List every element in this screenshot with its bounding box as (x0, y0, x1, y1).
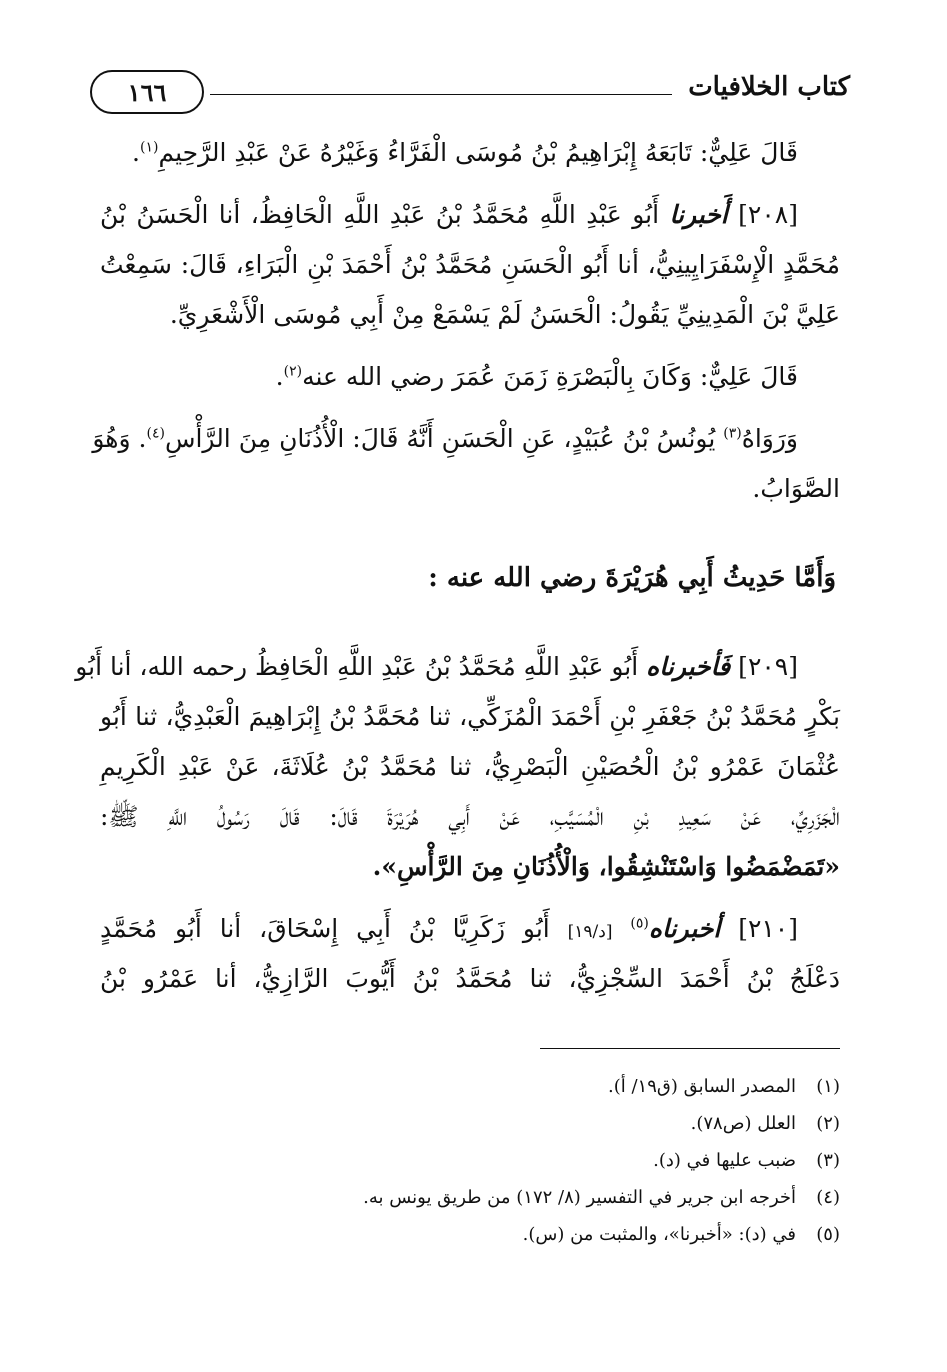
chain-keyword: أخبرناه (648, 914, 721, 943)
footnote-ref: (٣) (723, 425, 742, 442)
footnotes (100, 1068, 840, 1253)
footnote: (٤)أخرجه ابن جرير في التفسير (٨/ ١٧٢) من طريق يونس به. (363, 1187, 840, 1208)
hadith-number: [٢٠٩] (738, 652, 798, 681)
running-header (90, 70, 850, 114)
hadith-number: [٢٠٨] (738, 200, 798, 229)
text-line: قَالَ عَلِيٌّ: وَكَانَ بِالْبَصْرَةِ زَمَنَ عُمَرَ رضي الله عنه$^{(٢)}$. (275, 362, 798, 391)
footnote: (٢)العلل (ص٧٨). (690, 1113, 840, 1134)
footnote-separator (540, 1048, 840, 1049)
text-line: مُحَمَّدٍ الْإِسْفَرَايِينِيُّ، أنا أَبُو الْحَسَنِ مُحَمَّدُ بْنُ أَحْمَدَ بْنِ الْبَرَاءِ، قَالَ: سَمِعْتُ (100, 250, 840, 279)
footnote: (٣)ضبب عليها في (د). (653, 1150, 840, 1171)
footnote: (١)المصدر السابق (ق١٩/ أ). (608, 1076, 840, 1097)
text-line: بَكْرٍ مُحَمَّدُ بْنُ جَعْفَرِ بْنِ أَحْمَدَ الْمُزَكِّي، ثنا مُحَمَّدُ بْنُ إِبْرَاهِيمَ الْعَبْدِيُّ، ثنا أَبُو (100, 702, 840, 731)
text-line: دَعْلَجُ بْنُ أَحْمَدَ السِّجْزِيُّ، ثنا مُحَمَّدُ بْنُ أَيُّوبَ الرَّازِيُّ، أنا عَمْرُو بْنُ (100, 964, 840, 993)
hadith-text: «تَمَضْمَضُوا وَاسْتَنْشِقُوا، وَالْأُذُنَانِ مِنَ الرَّأْسِ». (372, 852, 840, 881)
text-line: عُثْمَانَ عَمْرُو بْنُ الْحُصَيْنِ الْبَصْرِيُّ، ثنا مُحَمَّدُ بْنُ عُلَاثَةَ، عَنْ عَبْدِ الْكَرِيمِ (100, 752, 840, 781)
hadith-208-line: [٢٠٨] أَخبرنا أَبُو عَبْدِ اللَّهِ مُحَمَّدُ بْنُ عَبْدِ اللَّهِ الْحَافِظُ، أنا الْحَسَنُ بْنُ (100, 200, 798, 229)
chain-keyword: فَأخبرناه (646, 652, 731, 681)
text-line: عَلِيَّ بْنَ الْمَدِينِيِّ يَقُولُ: الْحَسَنُ لَمْ يَسْمَعْ مِنْ أَبِي مُوسَى الْأَشْعَرِيِّ. (169, 300, 840, 329)
section-heading: وَأَمَّا حَدِيثُ أَبِي هُرَيْرَةَ رضي الله عنه : (428, 563, 836, 593)
footnote-ref: (١) (139, 139, 159, 156)
text-line: قَالَ عَلِيٌّ: تَابَعَهُ إِبْرَاهِيمُ بْنُ مُوسَى الْفَرَّاءُ وَغَيْرُهُ عَنْ عَبْدِ الرَّحِيمِ$^{(١)}$. (132, 138, 798, 167)
footnote-ref: (٥) (630, 915, 649, 932)
main-text (75, 128, 840, 1004)
footnote-ref: (٤) (146, 425, 165, 442)
page-number: ١٦٦ (90, 70, 204, 114)
chain-keyword: أَخبرنا (669, 200, 728, 229)
footnote-ref: (٢) (283, 363, 303, 380)
footnote: (٥)في (د): «أخبرنا»، والمثبت من (س). (522, 1224, 840, 1245)
text-line: الْجَزَرِيِّ، عَنْ سَعِيدِ بْنِ الْمُسَيَّبِ، عَنْ أَبِي هُرَيْرَةَ قَالَ: قَالَ رَسُولُ اللَّهِ ﷺ: (100, 802, 840, 831)
book-title: كتاب الخلافيات (688, 72, 850, 102)
header-rule (210, 94, 672, 95)
text-line: الصَّوَابُ. (752, 474, 840, 503)
hadith-209-line: [٢٠٩] فَأخبرناه أَبُو عَبْدِ اللَّهِ مُحَمَّدُ بْنُ عَبْدِ اللَّهِ الْحَافِظُ رحمه الله، أنا أَبُو (75, 652, 798, 681)
text-line: وَرَوَاهُ$^{(٣)}$ يُونُسُ بْنُ عُبَيْدٍ، عَنِ الْحَسَنِ أَنَّهُ قَالَ: الْأُذُنَانِ مِنَ الرَّأْسِ$^{(٤)}$. وَهُوَ (92, 424, 798, 453)
hadith-number: [٢١٠] (738, 914, 799, 943)
manuscript-ref: [د/١٩] (567, 922, 613, 942)
hadith-210-line: [٢١٠] أخبرناه$^{(٥)}$ [د/١٩] أَبُو زَكَرِيَّا بْنُ أَبِي إِسْحَاقَ، أنا أَبُو مُحَمَّدٍ (100, 914, 799, 943)
